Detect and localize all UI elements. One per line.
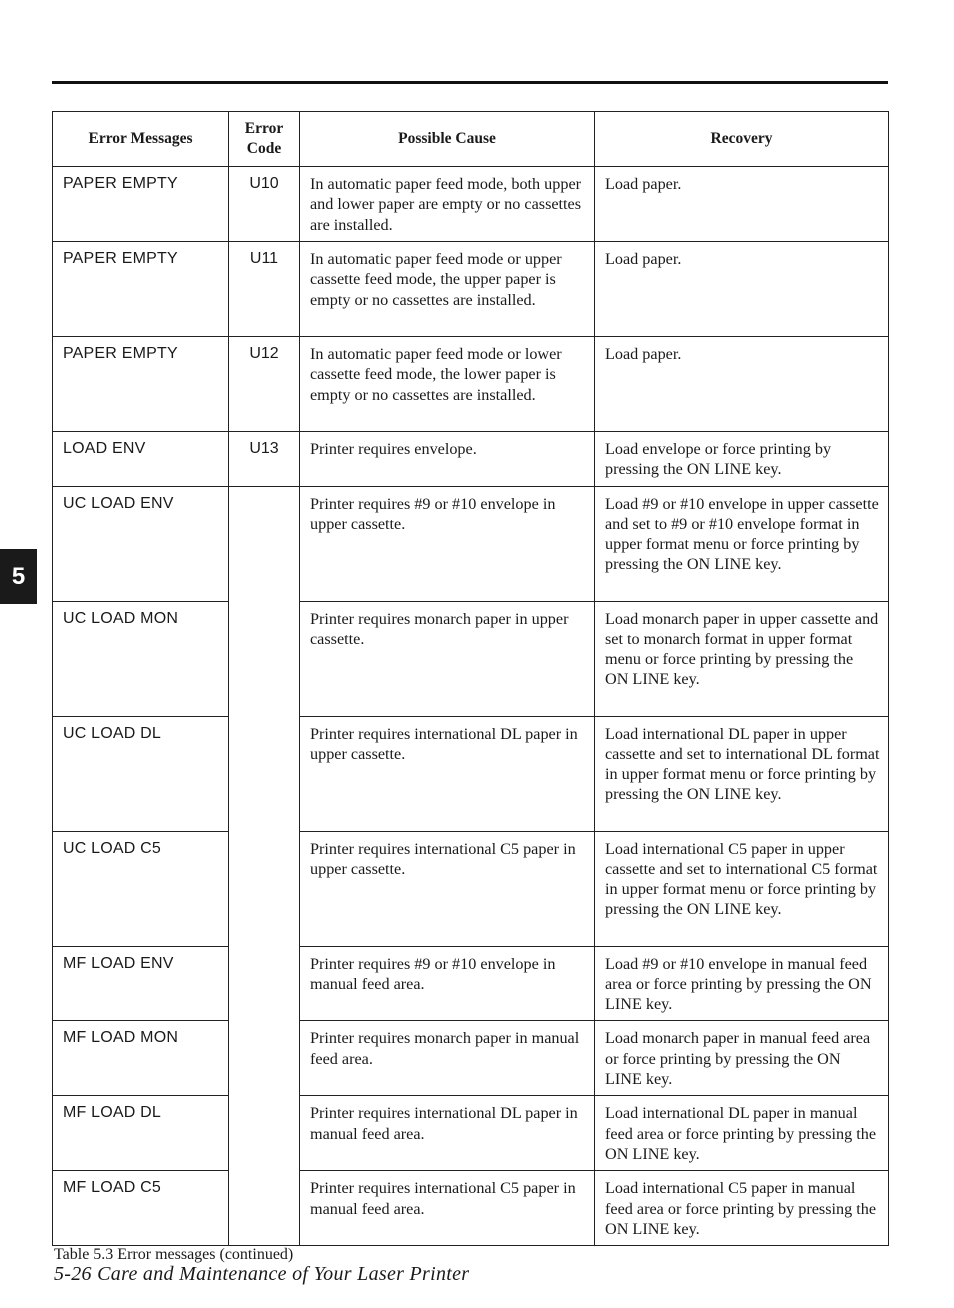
recovery: Load international C5 paper in manual feed area or force printing by pressing the ON LINE key. [595,1171,889,1246]
possible-cause: Printer requires #9 or #10 envelope in manual feed area. [300,946,595,1021]
page-footer: 5-26 Care and Maintenance of Your Laser Printer [54,1263,470,1285]
table-row [53,242,889,337]
error-message: MF LOAD ENV [53,946,229,1021]
table-row [53,432,889,487]
recovery: Load envelope or force printing by pressing the ON LINE key. [595,432,889,487]
error-message: UC LOAD DL [53,716,229,831]
possible-cause: In automatic paper feed mode or lower cassette feed mode, the lower paper is empty or no cassettes are installed. [300,337,595,432]
error-message: MF LOAD C5 [53,1171,229,1246]
table-row [53,1171,889,1246]
error-messages-table [52,111,889,1246]
possible-cause: In automatic paper feed mode, both upper and lower paper are empty or no cassettes are installed. [300,167,595,242]
error-code: U12 [229,337,300,432]
error-message: PAPER EMPTY [53,242,229,337]
error-code: U10 [229,167,300,242]
table-row [53,486,889,601]
recovery: Load international C5 paper in upper cassette and set to international C5 format in upper format menu or force printing by pressing the ON LINE key. [595,831,889,946]
table-header-row [53,112,889,167]
error-code: U11 [229,242,300,337]
table-caption: Table 5.3 Error messages (continued) [54,1246,294,1263]
error-code-empty [229,486,300,1246]
possible-cause: Printer requires international DL paper in upper cassette. [300,716,595,831]
recovery: Load paper. [595,242,889,337]
recovery: Load monarch paper in manual feed area or force printing by pressing the ON LINE key. [595,1021,889,1096]
recovery: Load monarch paper in upper cassette and set to monarch format in upper format menu or force printing by pressing the ON LINE key. [595,601,889,716]
possible-cause: Printer requires monarch paper in manual feed area. [300,1021,595,1096]
error-message: UC LOAD C5 [53,831,229,946]
possible-cause: Printer requires international C5 paper in manual feed area. [300,1171,595,1246]
header-recovery: Recovery [595,112,889,167]
table-row [53,1021,889,1096]
possible-cause: In automatic paper feed mode or upper cassette feed mode, the upper paper is empty or no cassettes are installed. [300,242,595,337]
error-message: UC LOAD ENV [53,486,229,601]
table-row [53,946,889,1021]
possible-cause: Printer requires international DL paper in manual feed area. [300,1096,595,1171]
header-error-code [229,112,300,167]
error-message: PAPER EMPTY [53,167,229,242]
error-code: U13 [229,432,300,487]
recovery: Load international DL paper in upper cassette and set to international DL format in upper format menu or force printing by pressing the ON LINE key. [595,716,889,831]
recovery: Load paper. [595,167,889,242]
table-row [53,716,889,831]
recovery: Load #9 or #10 envelope in manual feed area or force printing by pressing the ON LINE key. [595,946,889,1021]
error-message: PAPER EMPTY [53,337,229,432]
table-row [53,831,889,946]
table-row [53,337,889,432]
possible-cause: Printer requires #9 or #10 envelope in upper cassette. [300,486,595,601]
recovery: Load international DL paper in manual feed area or force printing by pressing the ON LINE key. [595,1096,889,1171]
possible-cause: Printer requires monarch paper in upper cassette. [300,601,595,716]
error-message: UC LOAD MON [53,601,229,716]
top-rule [52,81,888,84]
header-error-messages: Error Messages [53,112,229,167]
table-row [53,167,889,242]
error-message: MF LOAD MON [53,1021,229,1096]
recovery: Load #9 or #10 envelope in upper cassette and set to #9 or #10 envelope format in upper format menu or force printing by pressing the ON LINE key. [595,486,889,601]
table-row [53,1096,889,1171]
recovery: Load paper. [595,337,889,432]
possible-cause: Printer requires envelope. [300,432,595,487]
error-message: MF LOAD DL [53,1096,229,1171]
table-row [53,601,889,716]
possible-cause: Printer requires international C5 paper in upper cassette. [300,831,595,946]
header-possible-cause: Possible Cause [300,112,595,167]
chapter-tab: 5 [0,549,37,604]
error-message: LOAD ENV [53,432,229,487]
header-error-code-label: Error Code [244,120,284,157]
